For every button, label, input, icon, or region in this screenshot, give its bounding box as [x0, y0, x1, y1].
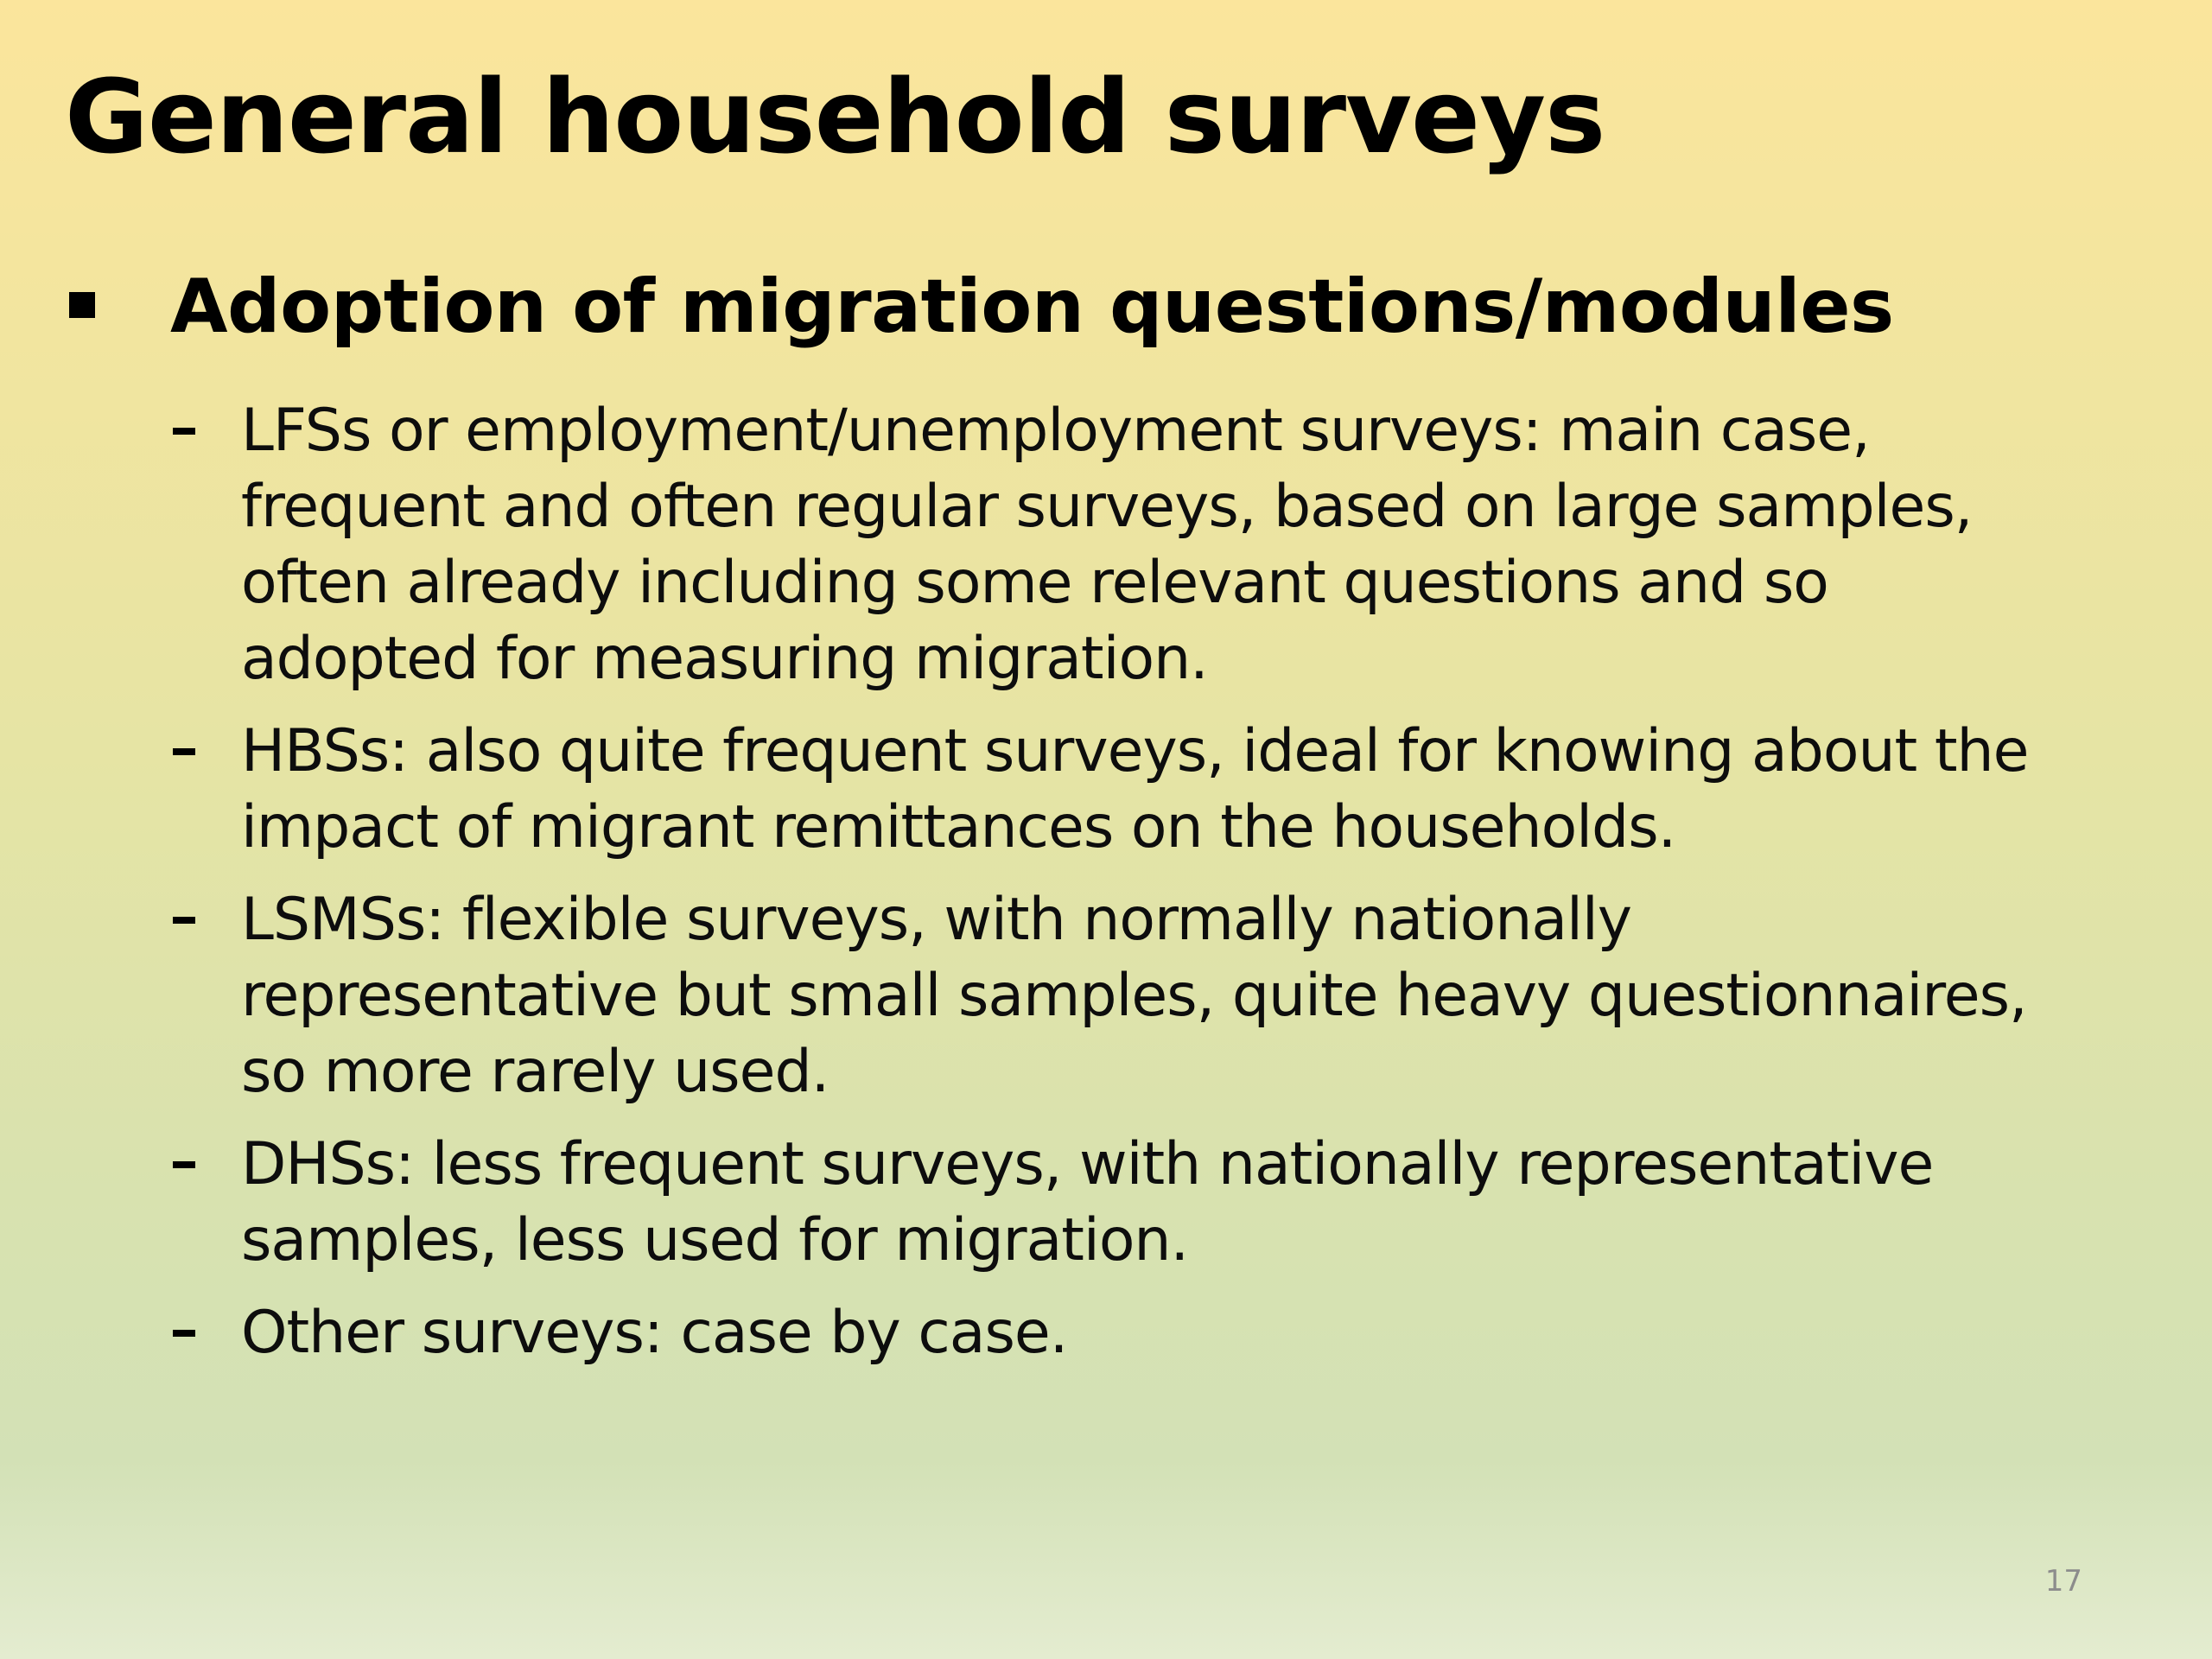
list-item-line: LSMSs: flexible surveys, with normally nationally [241, 886, 1632, 954]
dash-bullet-icon [173, 917, 195, 924]
list-item [168, 1295, 2121, 1371]
list-item-line: frequent and often regular surveys, based on large samples, [241, 473, 1973, 541]
page-number: 17 [2044, 1564, 2082, 1599]
dash-bullet-icon [173, 748, 195, 755]
list-item-line: samples, less used for migration. [241, 1206, 1189, 1274]
list-item-line: so more rarely used. [241, 1038, 830, 1106]
slide-title: General household surveys [65, 57, 1605, 176]
list-item [168, 882, 2121, 1110]
main-bullet [65, 251, 2139, 372]
list-item [168, 393, 2121, 697]
list-item-line: impact of migrant remittances on the households. [241, 793, 1676, 861]
bullet-heading: Adoption of migration questions/modules [170, 264, 1894, 350]
list-item-line: often already including some relevant questions and so [241, 549, 1828, 617]
sub-bullet-list [168, 393, 2121, 1388]
list-item [168, 714, 2121, 866]
list-item-line: Other surveys: case by case. [241, 1299, 1068, 1367]
list-item-line: DHSs: less frequent surveys, with nationally representative [241, 1130, 1934, 1198]
square-bullet-icon [69, 292, 95, 318]
dash-bullet-icon [173, 428, 195, 435]
list-item-line: LFSs or employment/unemployment surveys: main case, [241, 397, 1870, 465]
dash-bullet-icon [173, 1161, 195, 1168]
dash-bullet-icon [173, 1330, 195, 1337]
list-item [168, 1127, 2121, 1279]
list-item-line: adopted for measuring migration. [241, 625, 1208, 693]
list-item-line: HBSs: also quite frequent surveys, ideal for knowing about the [241, 717, 2029, 785]
list-item-line: representative but small samples, quite heavy questionnaires, [241, 962, 2027, 1030]
